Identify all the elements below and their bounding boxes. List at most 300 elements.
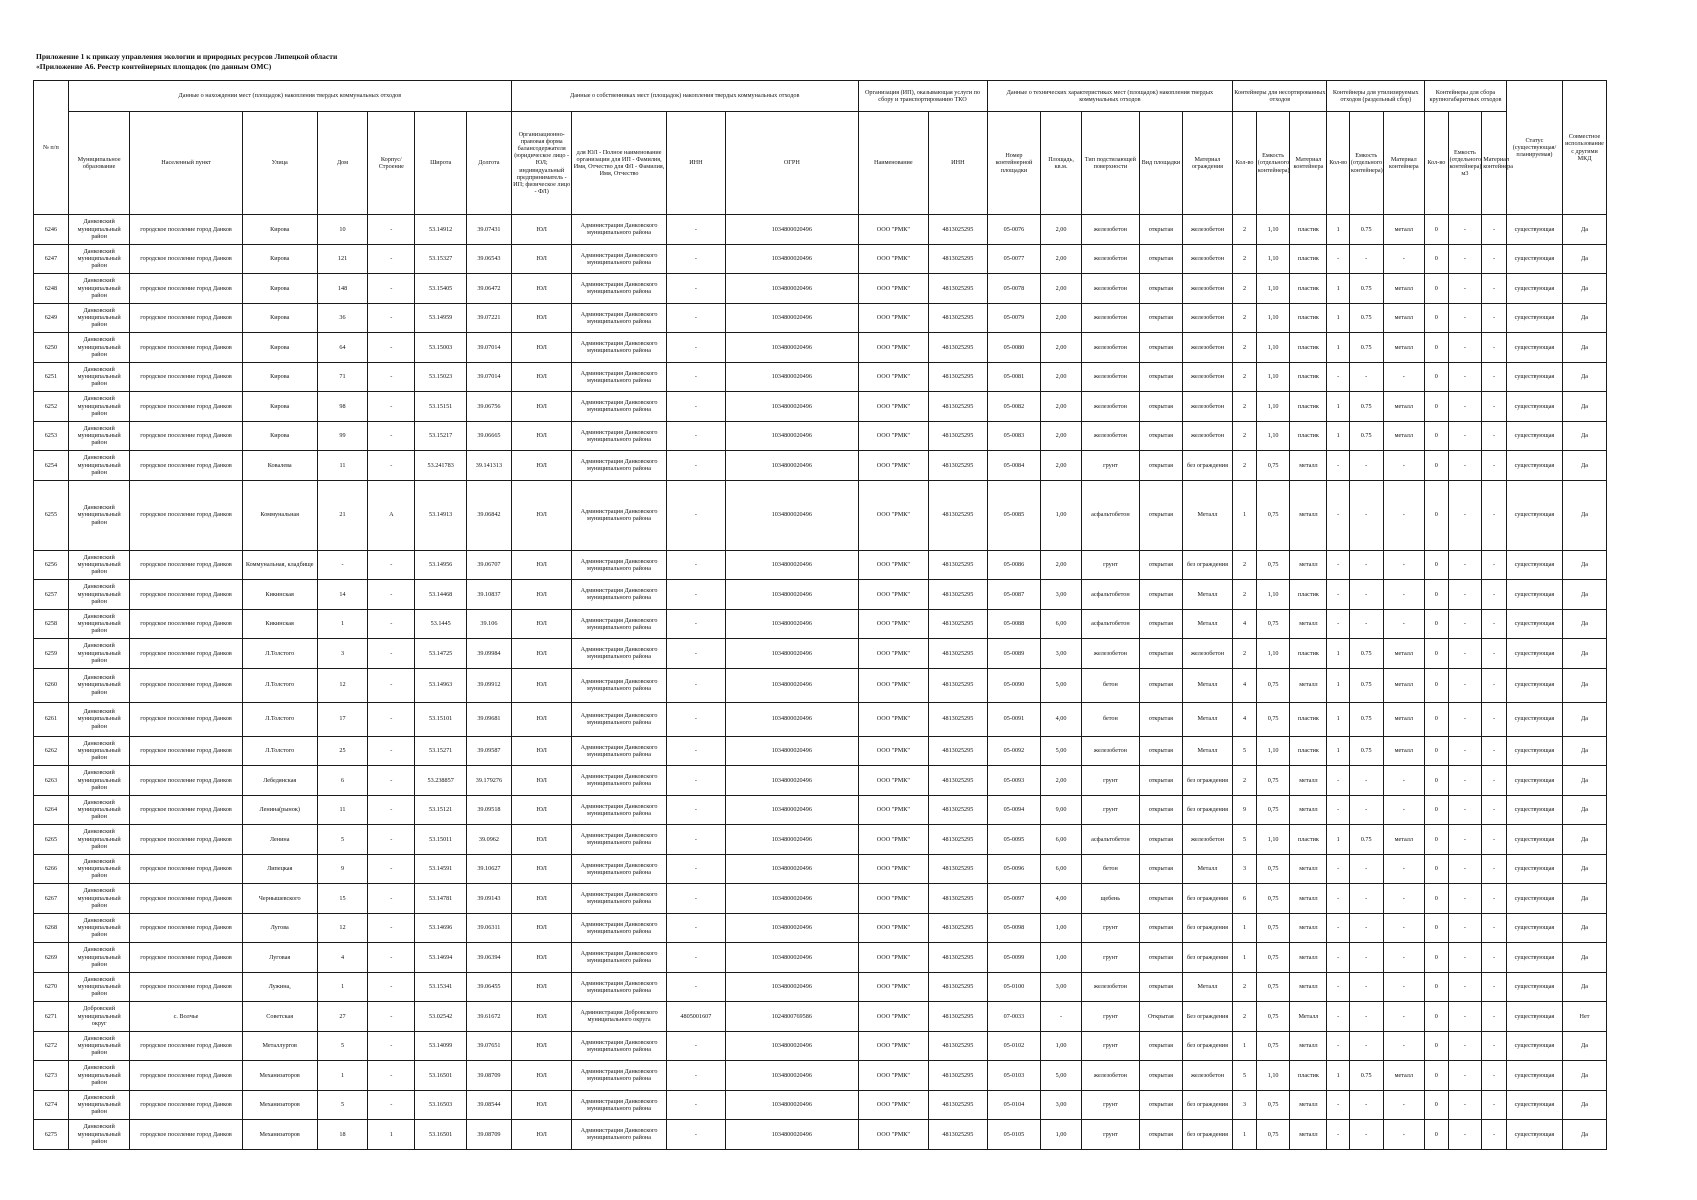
cell-area: 3,00: [1041, 580, 1081, 610]
cell-house: 99: [317, 421, 367, 451]
cell-owner-name: Администрация Данковского муниципального района: [572, 972, 666, 1002]
cell-bulky-cap: -: [1448, 1061, 1482, 1091]
cell-sorted-mat: металл: [1290, 795, 1327, 825]
cell-org-name: ООО "РМК": [858, 639, 929, 669]
cell-lat: 53.15011: [415, 825, 467, 855]
document-header: [36, 52, 337, 71]
cell-building: -: [368, 333, 415, 363]
cell-surface: асфальтобетон: [1081, 480, 1139, 550]
cell-site-num: 07-0033: [987, 1002, 1041, 1032]
cell-street: Металлургов: [242, 1031, 317, 1061]
cell-bulky-qty: 0: [1425, 736, 1449, 766]
cell-mo: Данковский муниципальный район: [68, 668, 130, 702]
cell-building: -: [368, 274, 415, 304]
cell-settlement: городское поселение город Данков: [130, 1120, 242, 1150]
cell-ogrn: 1034800020496: [726, 1031, 858, 1061]
cell-sorted-mat: пластик: [1290, 215, 1327, 245]
cell-street: Советская: [242, 1002, 317, 1032]
cell-util-qty: -: [1327, 972, 1349, 1002]
cell-sorted-qty: 1: [1233, 943, 1257, 973]
cell-ogrn: 1034800020496: [726, 668, 858, 702]
cell-site-num: 05-0095: [987, 825, 1041, 855]
cell-fence: железобетон: [1182, 244, 1233, 274]
cell-bulky-qty: 0: [1425, 943, 1449, 973]
cell-util-cap: -: [1349, 1002, 1383, 1032]
cell-street: Липецкая: [242, 854, 317, 884]
cell-util-qty: 1: [1327, 303, 1349, 333]
cell-util-cap: 0.75: [1349, 303, 1383, 333]
table-row: [34, 1120, 1607, 1150]
col-fence: Материал ограждения: [1182, 112, 1233, 215]
cell-area: 2,00: [1041, 274, 1081, 304]
cell-site-num: 05-0080: [987, 333, 1041, 363]
cell-org-name: ООО "РМК": [858, 854, 929, 884]
cell-lat: 53.1445: [415, 609, 467, 639]
cell-surface: грунт: [1081, 451, 1139, 481]
cell-lat: 53.15327: [415, 244, 467, 274]
cell-fence: железобетон: [1182, 362, 1233, 392]
cell-util-mat: -: [1383, 451, 1425, 481]
cell-legal-form: ЮЛ: [511, 580, 572, 610]
cell-house: 5: [317, 1031, 367, 1061]
cell-util-cap: -: [1349, 362, 1383, 392]
cell-site-num: 05-0082: [987, 392, 1041, 422]
cell-status: существующая: [1506, 668, 1562, 702]
cell-org-inn: 4813025295: [929, 884, 987, 914]
cell-shared: Да: [1563, 550, 1607, 580]
cell-lon: 39.06543: [466, 244, 511, 274]
cell-surface: железобетон: [1081, 244, 1139, 274]
cell-lat: 53.241783: [415, 451, 467, 481]
cell-lon: 39.06394: [466, 943, 511, 973]
cell-sorted-cap: 0,75: [1256, 766, 1290, 796]
cell-num: 6271: [34, 1002, 69, 1032]
cell-sorted-qty: 2: [1233, 215, 1257, 245]
cell-shared: Да: [1563, 854, 1607, 884]
cell-bulky-mat: -: [1482, 362, 1507, 392]
cell-util-mat: -: [1383, 1090, 1425, 1120]
group-bulky: Контейнеры для сбора крупногабаритных отходов: [1425, 81, 1507, 112]
cell-site-type: открытая: [1140, 303, 1183, 333]
cell-area: 1,00: [1041, 1031, 1081, 1061]
cell-util-mat: -: [1383, 854, 1425, 884]
col-shared: Совместное использование с другими МКД: [1563, 81, 1607, 215]
cell-area: 1,00: [1041, 480, 1081, 550]
cell-area: 2,00: [1041, 303, 1081, 333]
cell-bulky-mat: -: [1482, 943, 1507, 973]
cell-num: 6262: [34, 736, 69, 766]
cell-building: -: [368, 392, 415, 422]
cell-status: существующая: [1506, 639, 1562, 669]
cell-ogrn: 1034800020496: [726, 480, 858, 550]
cell-bulky-qty: 0: [1425, 1120, 1449, 1150]
cell-street: Механизаторов: [242, 1090, 317, 1120]
cell-inn: -: [666, 1090, 725, 1120]
cell-mo: Данковский муниципальный район: [68, 943, 130, 973]
cell-bulky-cap: -: [1448, 244, 1482, 274]
cell-bulky-qty: 0: [1425, 550, 1449, 580]
cell-ogrn: 1034800020496: [726, 1090, 858, 1120]
cell-num: 6263: [34, 766, 69, 796]
cell-bulky-mat: -: [1482, 736, 1507, 766]
cell-sorted-qty: 4: [1233, 702, 1257, 736]
cell-ogrn: 1034800020496: [726, 362, 858, 392]
cell-site-num: 05-0099: [987, 943, 1041, 973]
cell-util-qty: 1: [1327, 825, 1349, 855]
cell-fence: Металл: [1182, 480, 1233, 550]
cell-status: существующая: [1506, 943, 1562, 973]
group-owner: Данные о собственниках мест (площадок) накопления твердых коммунальных отходов: [511, 81, 858, 112]
cell-org-name: ООО "РМК": [858, 303, 929, 333]
cell-surface: грунт: [1081, 550, 1139, 580]
cell-util-qty: -: [1327, 943, 1349, 973]
cell-legal-form: ЮЛ: [511, 451, 572, 481]
cell-mo: Данковский муниципальный район: [68, 244, 130, 274]
cell-site-type: открытая: [1140, 702, 1183, 736]
cell-surface: железобетон: [1081, 972, 1139, 1002]
cell-area: 2,00: [1041, 421, 1081, 451]
cell-org-name: ООО "РМК": [858, 795, 929, 825]
cell-util-cap: 0.75: [1349, 639, 1383, 669]
cell-fence: Металл: [1182, 609, 1233, 639]
cell-site-type: открытая: [1140, 639, 1183, 669]
cell-org-name: ООО "РМК": [858, 421, 929, 451]
cell-house: 21: [317, 480, 367, 550]
cell-shared: Да: [1563, 580, 1607, 610]
cell-surface: грунт: [1081, 795, 1139, 825]
cell-lat: 53.15217: [415, 421, 467, 451]
cell-util-qty: 1: [1327, 392, 1349, 422]
cell-bulky-mat: -: [1482, 795, 1507, 825]
cell-settlement: городское поселение город Данков: [130, 795, 242, 825]
cell-org-name: ООО "РМК": [858, 1031, 929, 1061]
cell-sorted-qty: 2: [1233, 639, 1257, 669]
cell-site-type: Открытая: [1140, 1002, 1183, 1032]
cell-ogrn: 1024800769586: [726, 1002, 858, 1032]
cell-org-name: ООО "РМК": [858, 1120, 929, 1150]
table-row: [34, 609, 1607, 639]
cell-lon: 39.07014: [466, 362, 511, 392]
cell-house: 5: [317, 1090, 367, 1120]
cell-street: Кирова: [242, 392, 317, 422]
cell-util-qty: -: [1327, 766, 1349, 796]
cell-surface: асфальтобетон: [1081, 609, 1139, 639]
cell-shared: Да: [1563, 303, 1607, 333]
col-site-num: Номер контейнерной площадки: [987, 112, 1041, 215]
cell-shared: Да: [1563, 244, 1607, 274]
cell-area: 2,00: [1041, 215, 1081, 245]
cell-inn: -: [666, 766, 725, 796]
cell-org-name: ООО "РМК": [858, 943, 929, 973]
cell-ogrn: 1034800020496: [726, 702, 858, 736]
cell-lat: 53.238857: [415, 766, 467, 796]
cell-house: 4: [317, 943, 367, 973]
table-row: [34, 795, 1607, 825]
cell-util-qty: -: [1327, 550, 1349, 580]
cell-mo: Данковский муниципальный район: [68, 1061, 130, 1091]
col-street: Улица: [242, 112, 317, 215]
cell-surface: асфальтобетон: [1081, 580, 1139, 610]
cell-util-cap: 0.75: [1349, 215, 1383, 245]
table-row: [34, 854, 1607, 884]
group-util: Контейнеры для утилизируемых отходов (раздельный сбор): [1327, 81, 1425, 112]
cell-status: существующая: [1506, 421, 1562, 451]
cell-bulky-cap: -: [1448, 303, 1482, 333]
cell-bulky-qty: 0: [1425, 303, 1449, 333]
cell-sorted-mat: металл: [1290, 668, 1327, 702]
cell-util-mat: -: [1383, 884, 1425, 914]
cell-sorted-cap: 0,75: [1256, 854, 1290, 884]
cell-site-type: открытая: [1140, 1090, 1183, 1120]
cell-lon: 39.179276: [466, 766, 511, 796]
cell-org-inn: 4813025295: [929, 215, 987, 245]
cell-bulky-qty: 0: [1425, 1061, 1449, 1091]
cell-sorted-mat: металл: [1290, 480, 1327, 550]
cell-util-mat: -: [1383, 1120, 1425, 1150]
cell-surface: железобетон: [1081, 333, 1139, 363]
cell-inn: -: [666, 884, 725, 914]
cell-sorted-qty: 2: [1233, 766, 1257, 796]
cell-lat: 53.15405: [415, 274, 467, 304]
table-row: [34, 1090, 1607, 1120]
cell-legal-form: ЮЛ: [511, 668, 572, 702]
cell-bulky-mat: -: [1482, 972, 1507, 1002]
cell-house: 25: [317, 736, 367, 766]
cell-util-cap: -: [1349, 244, 1383, 274]
cell-fence: железобетон: [1182, 639, 1233, 669]
group-sorted: Контейнеры для несортированных отходов: [1233, 81, 1327, 112]
table-row: [34, 884, 1607, 914]
cell-site-type: открытая: [1140, 480, 1183, 550]
cell-inn: -: [666, 668, 725, 702]
cell-legal-form: ЮЛ: [511, 736, 572, 766]
cell-owner-name: Администрация Данковского муниципального района: [572, 580, 666, 610]
cell-org-name: ООО "РМК": [858, 736, 929, 766]
cell-bulky-mat: -: [1482, 1120, 1507, 1150]
cell-sorted-mat: пластик: [1290, 825, 1327, 855]
cell-street: Кирова: [242, 362, 317, 392]
cell-bulky-qty: 0: [1425, 480, 1449, 550]
cell-sorted-qty: 5: [1233, 1061, 1257, 1091]
cell-util-mat: металл: [1383, 333, 1425, 363]
cell-util-qty: 1: [1327, 1061, 1349, 1091]
cell-org-inn: 4813025295: [929, 451, 987, 481]
cell-bulky-mat: -: [1482, 550, 1507, 580]
cell-bulky-cap: -: [1448, 1090, 1482, 1120]
cell-sorted-qty: 9: [1233, 795, 1257, 825]
cell-street: Коммунальная: [242, 480, 317, 550]
cell-bulky-qty: 0: [1425, 333, 1449, 363]
cell-sorted-qty: 2: [1233, 244, 1257, 274]
cell-street: Кирова: [242, 421, 317, 451]
cell-lat: 53.14696: [415, 913, 467, 943]
cell-legal-form: ЮЛ: [511, 972, 572, 1002]
cell-org-name: ООО "РМК": [858, 333, 929, 363]
cell-sorted-qty: 2: [1233, 274, 1257, 304]
cell-street: Ленина(рынок): [242, 795, 317, 825]
cell-shared: Да: [1563, 702, 1607, 736]
cell-ogrn: 1034800020496: [726, 244, 858, 274]
cell-ogrn: 1034800020496: [726, 550, 858, 580]
cell-sorted-qty: 5: [1233, 825, 1257, 855]
table-row: [34, 274, 1607, 304]
cell-house: 5: [317, 825, 367, 855]
cell-bulky-cap: -: [1448, 480, 1482, 550]
cell-house: 18: [317, 1120, 367, 1150]
cell-util-cap: 0.75: [1349, 668, 1383, 702]
cell-building: -: [368, 639, 415, 669]
cell-sorted-cap: 1,10: [1256, 215, 1290, 245]
cell-org-inn: 4813025295: [929, 1061, 987, 1091]
cell-sorted-mat: металл: [1290, 1031, 1327, 1061]
cell-util-cap: -: [1349, 766, 1383, 796]
cell-shared: Да: [1563, 333, 1607, 363]
table-row: [34, 702, 1607, 736]
cell-org-name: ООО "РМК": [858, 451, 929, 481]
table-row: [34, 392, 1607, 422]
cell-site-type: открытая: [1140, 1120, 1183, 1150]
cell-sorted-mat: металл: [1290, 550, 1327, 580]
cell-sorted-cap: 0,75: [1256, 972, 1290, 1002]
header-line-1: Приложение 1 к приказу управления экологии и природных ресурсов Липецкой области: [36, 52, 338, 61]
table-row: [34, 451, 1607, 481]
cell-bulky-cap: -: [1448, 1031, 1482, 1061]
cell-site-type: открытая: [1140, 854, 1183, 884]
cell-lon: 39.0962: [466, 825, 511, 855]
cell-num: 6259: [34, 639, 69, 669]
cell-mo: Данковский муниципальный район: [68, 884, 130, 914]
cell-sorted-mat: металл: [1290, 1120, 1327, 1150]
table-row: [34, 913, 1607, 943]
cell-street: Ковалева: [242, 451, 317, 481]
cell-house: 1: [317, 1061, 367, 1091]
cell-org-name: ООО "РМК": [858, 884, 929, 914]
cell-lat: 53.15341: [415, 972, 467, 1002]
cell-lat: 53.14956: [415, 550, 467, 580]
cell-sorted-qty: 2: [1233, 303, 1257, 333]
cell-site-num: 05-0083: [987, 421, 1041, 451]
cell-surface: бетон: [1081, 854, 1139, 884]
cell-org-name: ООО "РМК": [858, 215, 929, 245]
cell-status: существующая: [1506, 392, 1562, 422]
cell-bulky-qty: 0: [1425, 362, 1449, 392]
cell-inn: -: [666, 421, 725, 451]
cell-util-qty: -: [1327, 1031, 1349, 1061]
cell-mo: Данковский муниципальный район: [68, 392, 130, 422]
cell-util-mat: -: [1383, 609, 1425, 639]
cell-bulky-cap: -: [1448, 421, 1482, 451]
table-row: [34, 580, 1607, 610]
cell-org-name: ООО "РМК": [858, 972, 929, 1002]
cell-bulky-cap: -: [1448, 274, 1482, 304]
cell-surface: железобетон: [1081, 362, 1139, 392]
cell-util-qty: 1: [1327, 736, 1349, 766]
cell-util-qty: -: [1327, 913, 1349, 943]
cell-owner-name: Администрация Данковского муниципального района: [572, 702, 666, 736]
cell-lon: 39.06756: [466, 392, 511, 422]
cell-settlement: городское поселение город Данков: [130, 639, 242, 669]
cell-street: Кикинская: [242, 609, 317, 639]
cell-bulky-qty: 0: [1425, 884, 1449, 914]
cell-house: 6: [317, 766, 367, 796]
cell-sorted-cap: 0,75: [1256, 943, 1290, 973]
cell-num: 6273: [34, 1061, 69, 1091]
cell-org-inn: 4813025295: [929, 550, 987, 580]
cell-sorted-mat: пластик: [1290, 639, 1327, 669]
sub-header-row: [34, 112, 1607, 215]
cell-sorted-qty: 2: [1233, 550, 1257, 580]
col-util-cap: Емкость (отдельного контейнера): [1349, 112, 1383, 215]
cell-inn: -: [666, 825, 725, 855]
cell-num: 6260: [34, 668, 69, 702]
table-row: [34, 639, 1607, 669]
cell-legal-form: ЮЛ: [511, 274, 572, 304]
cell-mo: Данковский муниципальный район: [68, 451, 130, 481]
cell-num: 6247: [34, 244, 69, 274]
cell-sorted-mat: пластик: [1290, 274, 1327, 304]
cell-sorted-mat: металл: [1290, 854, 1327, 884]
cell-surface: железобетон: [1081, 274, 1139, 304]
cell-status: существующая: [1506, 795, 1562, 825]
table-row: [34, 766, 1607, 796]
cell-ogrn: 1034800020496: [726, 580, 858, 610]
cell-org-inn: 4813025295: [929, 736, 987, 766]
cell-org-inn: 4813025295: [929, 1002, 987, 1032]
cell-shared: Нет: [1563, 1002, 1607, 1032]
cell-bulky-mat: -: [1482, 913, 1507, 943]
cell-lon: 39.10627: [466, 854, 511, 884]
cell-org-inn: 4813025295: [929, 913, 987, 943]
cell-sorted-mat: пластик: [1290, 421, 1327, 451]
cell-bulky-cap: -: [1448, 451, 1482, 481]
cell-org-inn: 4813025295: [929, 795, 987, 825]
cell-bulky-mat: -: [1482, 884, 1507, 914]
cell-mo: Добровский муниципальный округ: [68, 1002, 130, 1032]
cell-sorted-cap: 0,75: [1256, 1002, 1290, 1032]
cell-fence: Металл: [1182, 668, 1233, 702]
cell-owner-name: Администрация Данковского муниципального района: [572, 766, 666, 796]
cell-util-cap: 0.75: [1349, 421, 1383, 451]
cell-area: 3,00: [1041, 1090, 1081, 1120]
cell-sorted-mat: металл: [1290, 884, 1327, 914]
cell-building: -: [368, 825, 415, 855]
cell-lat: 53.15271: [415, 736, 467, 766]
cell-legal-form: ЮЛ: [511, 854, 572, 884]
cell-status: существующая: [1506, 303, 1562, 333]
cell-area: 1,00: [1041, 943, 1081, 973]
cell-surface: грунт: [1081, 1002, 1139, 1032]
cell-util-mat: металл: [1383, 421, 1425, 451]
cell-owner-name: Администрация Данковского муниципального района: [572, 451, 666, 481]
table-row: [34, 244, 1607, 274]
cell-settlement: городское поселение город Данков: [130, 702, 242, 736]
cell-bulky-mat: -: [1482, 1002, 1507, 1032]
cell-shared: Да: [1563, 274, 1607, 304]
cell-building: -: [368, 913, 415, 943]
cell-legal-form: ЮЛ: [511, 550, 572, 580]
cell-fence: без ограждения: [1182, 795, 1233, 825]
cell-sorted-cap: 1,10: [1256, 1061, 1290, 1091]
cell-ogrn: 1034800020496: [726, 639, 858, 669]
cell-sorted-cap: 0,75: [1256, 668, 1290, 702]
cell-sorted-cap: 1,10: [1256, 274, 1290, 304]
cell-org-name: ООО "РМК": [858, 702, 929, 736]
cell-site-num: 05-0096: [987, 854, 1041, 884]
cell-legal-form: ЮЛ: [511, 333, 572, 363]
cell-num: 6254: [34, 451, 69, 481]
cell-shared: Да: [1563, 884, 1607, 914]
cell-shared: Да: [1563, 480, 1607, 550]
